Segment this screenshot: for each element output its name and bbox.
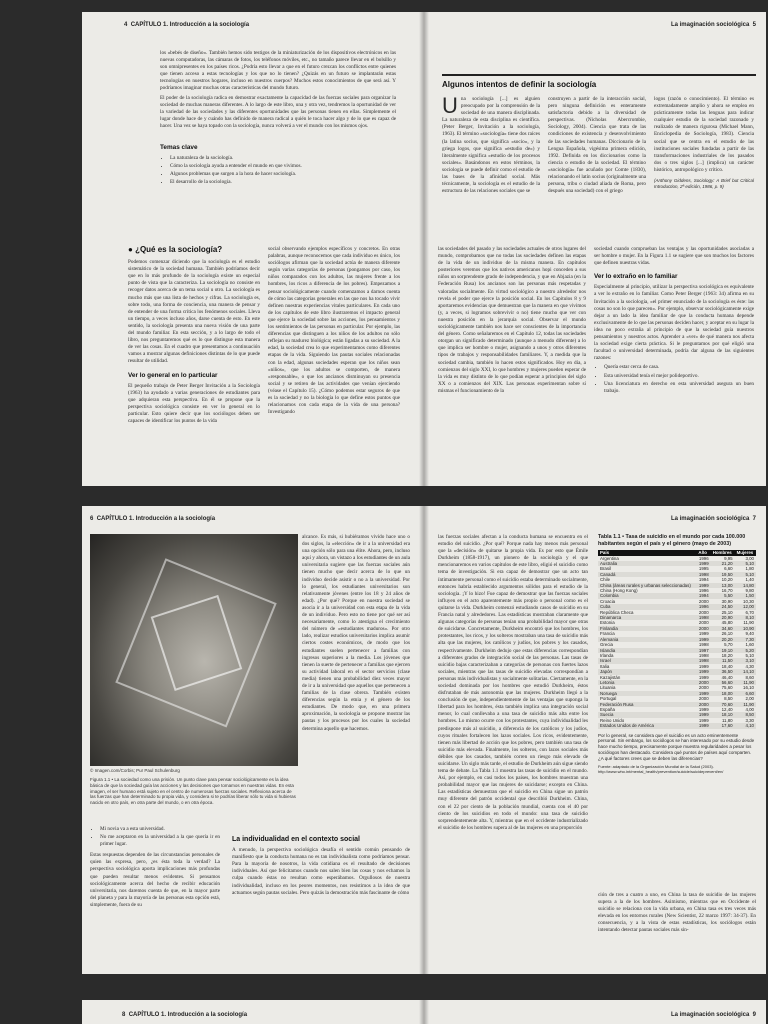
reasons-list [594,364,754,394]
left-page-header [90,516,215,522]
table-cell: 25,10 [721,609,733,615]
paragraph: A menudo, la perspectiva sociológica desafía el sentido común pensando de manifiesto que la conducta humana no es tan individualista como podríamos pensar. Para la mayoría de nosotros, la vida cotidiana es el resultado de decisiones individuales. Así que felicitamos cuando nos salen bien las cosas y nos echamos la culpa cuando éstas no resultan como esperábamos. Orgullosos de nuestra individualidad, incluso en los peores momentos, nos resistimos a la idea de que actuamos según pautas sociales. Pero quizás la demostración más fascinante de cómo [232,847,410,896]
table-cell: Islandia [600,647,616,653]
left-page-header [122,1012,247,1018]
table-cell: 5,50 [724,593,733,599]
list-item: • Una licenciatura en derecho en esta universidad asegura un buen trabajo. [604,381,754,395]
durkheim-column [438,534,588,834]
box-column: logos (razón o conocimiento). El término es extremadamente amplio y ahora se emplea en prácticamente todas las lenguas para indicar cualquier estudio de la sociedad razonado y realizado de manera rigurosa (Michael Mann, Enciclopedia de Sociología, 1983). Ciencia social que se centra en el estudio de las instituciones sociales fundadas a partir de las transformaciones industriales de los pasados dos o tres siglos [...] (implica) un carácter histórico, antropológico y crítico. (Anthony Giddens, Sociology: A Brief but Critical Introduction, 2ª edición, 1986, p. 9) [654,96,754,189]
table-cell: 1999 [698,723,709,729]
list-item: • Mi novia va a esta universidad. [100,826,220,833]
society-prison-photo [90,534,298,766]
table-cell: Estados Unidos de América [600,723,654,729]
table-cell: 1998 [698,658,709,664]
table-cell: Estonia [600,620,615,626]
table-cell: 10,30 [743,598,754,604]
running-head: CAPÍTULO 1. Introducción a la sociología [130,22,250,28]
spread-pages-8-9 [82,1000,766,1024]
table-cell: 1,50 [745,593,754,599]
table-cell: 2000 [698,620,709,626]
subheading: Ver lo general en lo particular [128,371,218,379]
table-cell: 18,40 [721,663,733,669]
suicide-table-box [598,534,756,775]
table-cell: 1999 [698,674,709,680]
table-cell: Letonia [600,679,615,685]
table-cell: Portugal [600,696,617,702]
section-column [594,246,754,399]
table-cell: 1999 [698,706,709,712]
left-page-header [124,22,249,28]
table-cell: 18,20 [721,652,733,658]
table-cell: 1998 [698,642,709,648]
table-cell: 1999 [698,717,709,723]
table-cell: 2000 [698,696,709,702]
table-cell: 20,90 [721,615,733,621]
table-cell: 11,90 [743,620,754,626]
temas-heading: Temas clave [160,144,198,152]
table-cell: 24,50 [721,604,733,610]
subheading: La individualidad en el contexto social [232,836,360,843]
table-cell: Colombia [600,593,619,599]
individuality-section [232,830,410,899]
table-cell: 5,10 [745,561,754,566]
table-cell: 9,80 [745,588,754,594]
table-cell: Federación Rusa [600,701,634,707]
table-note: Por lo general, se considera que el suicidio es un acto eminentemente personal. Sin embargo, los sociólogos se han interesado por su estudio desde hace mucho tiempo, precisamente porque muestra regularidades a pesar los sociólogos han destacado. Considera qué puntos de países aquí comparten. ¿A qué factores crees que se deben las diferencias? [598,732,755,761]
table-cell: 5,10 [745,571,754,577]
table-cell: 1999 [698,561,709,566]
table-cell: 2000 [698,609,709,615]
table-cell: Noruega [600,690,617,696]
section-column [128,246,260,427]
table-cell: 5,10 [745,652,754,658]
table-cell: 1,80 [745,566,754,572]
table-cell: Irlanda [600,652,614,658]
right-page-header [671,516,756,522]
running-head: La imaginación sociológica [670,516,750,522]
page-number: 4 [124,22,128,28]
table-cell: 5,20 [745,647,754,653]
paragraph: los «bebés de diseño». También hemos sido testigos de la miniaturización de los dispositivos electrónicos en las nuevas computadoras, las cámaras de fotos, los teléfonos móviles, etc., no tamaño parece llevar en el bolsillo y son omnipresentes en los países ricos. ¿Podría esto llevar a que en el futuro crezcan los conflictos entre quienes que tienen acceso a estas tecnologías y los que no lo tienen? ¿Quizás en un futuro se implantarán estas tecnologías en nuestros hogares, incluso en nuestros cuerpos? Muchos estos conocimientos de que será así. Y podríamos imaginar muchas otras características del mundo futuro. [160,50,396,92]
spread-pages-6-7 [82,506,766,974]
table-cell: Kazajistán [600,674,621,680]
table-cell: Grecia [600,642,613,648]
column-header: Mujeres [735,550,756,555]
table-cell: 2000 [698,625,709,631]
table-cell: 2000 [698,598,709,604]
table-cell: 26,10 [721,631,733,637]
table-cell: 8,50 [745,712,754,718]
table-cell: 1999 [698,712,709,718]
paragraph: social observando ejemplos específicos y concretos. En otras palabras, aunque reconocemos que cada individuo es único, los sociólogos afirman que la sociedad actúa de manera diferente según varias categorías de personas (pongamos por caso, los niños comparados con los adultos, las mujeres frente a los hombres, los ricos a diferencia de los pobres). Empezamos a pensar sociológicamente cuando comenzamos a darnos cuenta de cómo las categorías generales en las que nos ha tocado vivir definen nuestras experiencias vitales particulares. En cada uno de los capítulos de este libro ilustraremos el impacto general que ejerce la sociedad sobre las acciones, los pensamientos y los sentimientos de las personas en particular. Por ejemplo, las diferencias que distinguen a los niños de los adultos no sólo reflejan su madurez biológica; están ligadas a su sociedad. A la edad, la sociedad crea lo que experimentamos como diferentes etapas de la vida. Siguiendo las pautas sociales relacionadas con la edad, algunas sociedades esperan que los niños sean «niños», que los adultos se comporten, de manera «responsable», o que los ancianos disminuyan su presencia social y se retiren de las actividades que venían ejerciendo (véase el Capítulo 15). ¿Cómo podemos estar seguros de que es la sociedad y no la biología lo que define estos puntos que relacionamos con cada etapa de la vida de una persona? Investigando [268,246,400,416]
list-item: • No me aceptaron en la universidad a la que quería ir en primer lugar. [100,834,220,848]
spread-pages-4-5 [82,12,766,486]
table-cell: República Checa [600,609,634,615]
running-head: CAPÍTULO 1. Introducción a la sociología [96,516,216,522]
list-item: • Quería estar cerca de casa. [604,364,754,371]
table-cell: China (Hong Kong) [600,588,638,594]
table-cell: Japón [600,669,612,675]
table-cell: 16,10 [743,685,754,691]
table-cell: 10,20 [721,577,733,583]
box-column: Una sociología [...] es alguien preocupado por la comprensión de la sociedad de una manera disciplinada. La naturaleza de esta disciplina es científica. (Peter Berger, Invitación a la sociología, 1963). El término «sociología» tiene dos raíces (la latina socius, que significa «socio», y la griega logos, que significa «estudio de») y literalmente significa «estudio de los procesos sociales». Basándonos en estos términos, la sociología se puede definir como el estudio de las bases de la afinidad social. Más técnicamente, la sociología es el estudio de la estructura de las relaciones sociales que se [442,93,540,195]
box-column: construyen a partir de la interacción social, pero ninguna definición es enteramente satisfactoria debido a la diversidad de perspectivas. (Nicholas Abercrombie, Sociology, 2004). Ciencia que trata de las condiciones de existencia y desenvolvimiento de las sociedades humanas. Diccionario de la Lengua Española, vigésima primera edición, 1992. Definida en los diccionarios como la ciencia o estudio de la sociedad. El término «sociología» fue acuñado por Comte (1830), relacionando el latín socius (originalmente una persona, tribu o ciudad aliada de Roma, pero después una sociedad) con el griego [548,96,646,195]
box-source: (Anthony Giddens, Sociology: A Brief but Critical Introduction, 2ª edición, 1986, p. 9) [654,178,754,189]
paragraph: sociedad cuando comprueban las ventajas y las oportunidades asociadas a ser hombre o mujer. En la Figura 1.1 se sugiere que son muchos los factores que definen nuestras vidas. [594,246,754,267]
table-cell: 10,90 [743,625,754,631]
table-cell: 1,60 [745,642,754,648]
table-cell: 1998 [698,571,709,577]
table-cell: 2000 [698,685,709,691]
table-cell: Lituania [600,685,616,691]
paragraph: Estas respuestas dependen de las circunstancias personales de quien las expresa, pero, ¿es ésta toda la verdad? La perspectiva sociológica aporta implicaciones más profundas que pueden resultar menos evidentes. Si pensamos sociológicamente acerca del hecho de recibir educación universitaria, nos daremos cuenta de que, en la mayor parte del planeta y para la mayoría de las personas esta opción está, simplemente, fuera de su [90,852,220,908]
suicide-rate-table [598,550,756,728]
table-cell: 19,50 [721,571,733,577]
table-cell: 11,80 [721,717,733,723]
column-header: Hombres [711,550,735,555]
table-cell: Argentina [600,555,619,561]
table-cell: Croacia [600,598,616,604]
table-cell: 18,00 [721,690,733,696]
table-cell: Italia [600,663,610,669]
figure-caption: Figura 1.1 • La sociedad como una prisión. Un punto clave para pensar sociológicamente es la idea básica de que la sociedad guía las acciones y las decisiones que tomamos en nuestras vidas. En esta imagen, el ser humano está sujeto en el centro de numerosas fuerzas sociales. Reflexiona acerca de las fuerzas que han determinado tu propia vida, y considera si te podrías liberar sólo tu vida si hubieras nacido en otro país, en otra parte del mundo, o en otra época. [90,777,296,806]
table-cell: Alemania [600,636,619,642]
table-cell: 30,90 [721,598,733,604]
paragraph: El pequeño trabajo de Peter Berger Invitación a la Sociología (1963) ha ayudado a varias generaciones de estudiantes para que adquieran esta perspectiva. En él se propone que la perspectiva sociológica consiste en ver lo general en lo particular. Esto quiere decir que los sociólogos deben ser capaces de identificar los puntos de la vida [128,382,260,425]
table-cell: 46,40 [721,674,733,680]
list-item: • La naturaleza de la sociología. [170,155,396,162]
table-cell: 1999 [698,631,709,637]
table-cell: 3,10 [745,658,754,664]
table-cell: 1996 [698,588,709,594]
intro-text [160,50,396,191]
table-cell: 56,60 [721,679,733,685]
subheading: Ver lo extraño en lo familiar [594,273,678,281]
table-cell: 5,70 [724,642,733,648]
table-cell: 2,00 [745,696,754,702]
table-cell: 8,50 [724,696,733,702]
table-cell: 1996 [698,555,709,561]
table-cell: 1999 [698,663,709,669]
table-cell: Chile [600,577,611,583]
table-cell: Canadá [600,571,616,577]
table-cell: España [600,706,615,712]
reasons-list [90,826,220,848]
table-cell: Finlandia [600,625,618,631]
table-cell: 21,20 [721,561,733,566]
table-cell: 9,95 [724,555,733,561]
table-cell: China (áreas rurales y urbanas seleccionadas) [600,582,691,588]
text-column [302,534,410,735]
table-cell: 16,70 [721,588,733,594]
section-heading: ● ¿Qué es la sociología? [128,245,223,254]
table-cell: Cuba [600,604,611,610]
table-cell: 11,90 [743,701,754,707]
paragraph: ción de tres a cuatro a uno, en China la tasa de suicidio de las mujeres supera a la de los hombres. Asimismo, mientras que en Occidente el suicidio se relaciona con la vida urbana, en China tasa es tres veces más elevada en los entornos rurales (New Scientist, 22 marzo 1997: 34-37). En consecuencia, y a la vista de estas estadísticas, los sociólogos están intentando detectar pautas sociales más sin- [598,892,756,934]
table-cell: 1999 [698,669,709,675]
table-cell: 1994 [698,577,709,583]
table-cell: Australia [600,561,618,566]
column-header: País [598,550,696,555]
table-cell: 12,40 [721,706,733,712]
definitions-box [442,74,756,195]
table-cell: 2000 [698,679,709,685]
table-row [598,723,756,728]
page-number: 5 [752,22,756,28]
table-cell: 4,30 [745,663,754,669]
table-cell: 1996 [698,604,709,610]
table-cell: 6,60 [745,690,754,696]
table-cell: 6,60 [724,566,733,572]
running-head: La imaginación sociológica [670,1012,750,1018]
table-cell: Francia [600,631,615,637]
column-header: Año [696,550,710,555]
table-cell: 1998 [698,652,709,658]
table-cell: 1999 [698,582,709,588]
paragraph: las fuerzas sociales afectan a la conducta humana se encuentra en el estudio del suicidio. ¿Por qué? Porque nada hay menos más personal que la «decisión» de quitarse la propia vida. Es por esto que Émile Durkheim (1858-1917), un pionero de la sociología y el que mencionaremos en varios capítulos de este libro, eligió el suicidio como tema de investigación. Si era capaz de demostrar que un acto tan íntimamente personal como el suicidio estaba determinado socialmente, entonces habría establecido argumentos sólidos para el estudio de la sociología. ¡Y lo hizo! Fue capaz de demostrar que las fuerzas sociales influyen en el acto aparentemente más propio o personal como es el quitarse la vida. Durkheim comenzó estudiando casos de suicidio en su Francia natal y alrededores. Las estadísticas mostraban claramente que algunas categorías de personas tenían una probabilidad mayor que otras de suicidarse. Concretamente, Durkheim encontró que los hombres, los protestantes, los ricos, y los solteros mostraban una tasa de suicidio más alta que las mujeres, los católicos y judíos, los pobres y los casados, respectivamente. Durkheim dedujo que estas diferencias correspondían a diferentes grados de integración social de las personas. Las tasas de suicidio bajas caracterizaban a categorías de personas con fuertes lazos sociales, mientras que las tasas de suicidio elevadas correspondían a personas más individualistas y socialmente solitarias. Ciertamente, en la sociedad dominada por los hombres que estudió Durkheim, éstos disfrutaban de más autonomía que las mujeres. Durkheim llegó a la conclusión de que, independientemente de las ventajas que suponga la libertad para los hombres, ésta también implica una integración social menor, lo cual conllevaba a una tasa de suicidio más alta entre los hombres. Lo mismo ocurre con los protestantes, cuya individualidad les predispone más al suicidio, a diferencia de los católicos y los judíos, cuyos rituales fortalecen los lazos sociales. Los ricos, evidentemente, tienen más libertad de acción que los pobres, pero también una tasa de suicidio más elevada. Finalmente, los solteros, con lazos sociales más débiles que los casados, también corren un riesgo más elevado de suicidarse. Un siglo más tarde, el estudio de Durkheim aún sigue siendo tema de debate. La Tabla 1.1 muestra las tasas de suicidio en el mundo. Así, por ejemplo, en casi todos los países, los hombres muestran una probabilidad mayor que las mujeres de suicidarse; excepto en China. Las estadísticas demuestran que el suicidio en China sigue un patrón muy diferente del patrón occidental que describió Durkheim. China, con el 22 por ciento de la población mundial, cuenta con el 40 por ciento de los suicidios en todo el mundo: una tasa de suicidio sorprendentemente alta. Y, mientras que en el occidente industrializado el suicidio de los hombres supera al de las mujeres en una proporción [438,534,588,831]
continuation-column [598,892,756,937]
table-cell: 1999 [698,690,709,696]
table-cell: 6,70 [745,609,754,615]
table-cell: 4,10 [745,723,754,729]
table-cell: 12,00 [743,604,754,610]
table-cell: 1999 [698,636,709,642]
table-cell: 70,60 [721,701,733,707]
table-cell: 11,90 [743,679,754,685]
page-number: 9 [752,1012,756,1018]
table-cell: Suecia [600,712,614,718]
table-cell: 8,60 [745,674,754,680]
table-cell: 19,10 [721,647,733,653]
section-column [438,246,586,397]
table-cell: 4,00 [745,706,754,712]
table-cell: 36,50 [721,669,733,675]
page-number: 6 [90,516,94,522]
list-item: • Algunos problemas que surgen a la hora de hacer sociología. [170,171,396,178]
table-cell: 18,10 [721,712,733,718]
page-number: 8 [122,1012,126,1018]
table-cell: 34,60 [721,625,733,631]
table-body [598,556,756,729]
table-cell: 3,00 [745,555,754,561]
running-head: CAPÍTULO 1. Introducción a la sociología [128,1012,248,1018]
table-cell: Israel [600,658,611,664]
table-cell: Reino Unido [600,717,625,723]
paragraph: las sociedades del pasado y las sociedades actuales de otros lugares del mundo, comprobamos que no todas las sociedades definen las etapas de la vida de un individuo de la misma manera. En capítulos posteriores veremos que los nativos americanos hopi conceden a sus niños un sorprendente grado de independencia, y que en Abjazia (en la Federación Rusa) los ancianos son las personas más respetadas y valoradas socialmente. En virtud sociológico a nuestro alrededor nos revela el poder que ejerce la posición social. En los Capítulos 8 y 9 aportaremos evidencias que demuestran que la manera en que vivimos (y, a veces, si logramos sobrevivir o no) tiene mucho que ver con nuestra posición en la jerarquía social. Observar el mundo sociológicamente también nos hace ser conscientes de la importancia del género. Como señalaremos en el Capítulo 12, todas las sociedades otorgan un significado determinado (aunque a menudo diferente) a lo que implica ser hombre o mujer, asignando a unos y otros diferentes tipos de trabajos y responsabilidades familiares. Y, a medida que la sociedad cambia, también lo hacen estos significados. Hoy en día, a comienzos del siglo XXI, lo que hombres y mujeres pueden esperar de la vida es muy distinto de lo que podían esperar a principios del siglo XX o a comienzos del XIX. Las personas experimentan sobre sí mismas el funcionamiento de la [438,246,586,394]
temas-list [160,155,396,186]
left-column [90,824,220,911]
paragraph: El poder de la sociología radica en demostrar exactamente la capacidad de las fuerzas sociales para organizar la sociedad de muchas maneras diferentes. A lo largo de este libro, una y otra vez, tendremos la oportunidad de ver la variedad de las sociedades y las diferentes oportunidades que las personas tienen en ellas. Simplemente el lugar donde hace de y cuándo has definido de manera radical a quién le toca hacer algo y de lo que es capaz de hacer. Una vez se haya topado con la sociología, nunca volverá a ver el mundo con los mismos ojos. [160,94,396,129]
table-cell: 11,50 [721,658,733,664]
running-head: La imaginación sociológica [670,22,750,28]
table-cell: 20,20 [721,636,733,642]
table-cell: 45,80 [721,620,733,626]
table-cell: 75,60 [721,685,733,691]
table-cell: 14,10 [743,669,754,675]
table-cell: 2000 [698,701,709,707]
table-cell: 17,60 [721,723,733,729]
table-source: Fuente: adaptado de la Organización Mundial de la Salud (2003). http://www.who.int/mental_health/prevention/suicide/suicideprevent/en/ [598,763,724,775]
table-cell: 3,30 [745,717,754,723]
table-cell: Brasil [600,566,611,572]
table-cell: 1997 [698,647,709,653]
table-cell: 7,30 [745,636,754,642]
photo-credit: © Imagen.com/Corbis; Pur Paul Schulenburg [90,768,180,773]
table-cell: 1994 [698,593,709,599]
list-item: • El desarrollo de la sociología. [170,179,396,186]
list-item: • Cómo la sociología ayuda a entender el mundo en que vivimos. [170,163,396,170]
table-cell: 8,10 [745,615,754,621]
table-cell: 1,40 [745,577,754,583]
page-number: 7 [752,516,756,522]
table-caption: Tabla 1.1 • Tasa de suicidio en el mundo por cada 100.000 habitantes según el país y el género (mayo de 2003) [598,534,746,547]
table-cell: 1995 [698,566,709,572]
paragraph: Podemos comenzar diciendo que la sociología es el estudio sistemático de la sociedad humana. También podríamos decir que en lo más profundo de la sociología existe un especial punto de vista que la caracteriza. La sociología no consiste en recoger datos acerca de un tema social u otro. La sociología es mucho más que una lista de hechos y cifras. La sociología es, sobre todo, una forma de conciencia, una manera de pensar y de entender de una forma crítica los fenómenos sociales. Lleva un tiempo, a veces incluso años, darse cuenta de esto. En este sentido, la sociología presenta una nueva visión de una parte del mundo familiar. En esta sección, y a lo largo de todo el libro, nos preguntaremos qué es lo que distingue esta manera de ver las cosas. En el cuadro que presentamos a continuación vamos a mostrar algunas definiciones distintas de lo que puede resultar de utilidad. [128,259,260,365]
list-item: • Esta universidad tenía el mejor polideportivo. [604,373,754,380]
paragraph: alcance. Es más, si hubiéramos vivido hace uno o dos siglos, la «elección» de ir a la universidad era una opción sólo para una élite. Ahora, pero, incluso aquí y ahora, un vistazo a los estudiantes de un aula universitaria sugiere que las fuerzas sociales aún tienen mucho que decir acerca de lo que un individuo decide asistir o no a la universidad. Por lo general, los estudiantes universitarios son relativamente jóvenes (entre los 18 y 24 años de edad). ¿Por qué? Porque en nuestra sociedad se asocia ir a la universidad con esta etapa de la vida de un individuo. Pero esto no tiene por qué ser así necesariamente, como lo atestigua el crecimiento del número de «estudiantes maduros». Por otro lado, realizar estudios universitarios implica asumir ciertos costes económicos, de modo que los estudiantes suelen pertenecer a familias con ingresos superiores a la media. Los jóvenes que tienen la suerte de pertenecer a familias que ejercen su actividad laboral en el sector servicios (clase media) tienen una probabilidad diez veces mayor de ir a la universidad que aquellos que pertenecen a familias de la clase obrera. También existen diferencias según la etnia y el género de los estudiantes. De modo que, en una primera aproximación, la sociología se propone mostrar las pautas y los procesos por los cuales la sociedad determina aquello que hacemos. [302,534,410,732]
right-page-header [671,1012,756,1018]
box-title: Algunos intentos de definir la sociología [442,80,597,89]
drop-cap: U [442,93,458,118]
table-cell: Dinamarca [600,615,622,621]
paragraph: Especialmente al principio, utilizar la perspectiva sociológica es equivalente a ver lo extraño en lo familiar. Como Peter Berger (1963: 34) afirma en su Invitación a la sociología, «el primer enunciado de la sociología es éste: las cosas no son lo que parecen». Por ejemplo, observar sociológicamente exige dejar a un lado la idea familiar de que la conducta humana depende exclusivamente de lo que las personas deciden hacer, y aceptar en su lugar la idea no poco extraña al principio de que la sociedad guía nuestros pensamientos y nuestros actos. Aprender a «ver» de qué manera nos afecta la sociedad exige cierta práctica. Si le preguntamos por qué eligió una facultad o universidad determinada, podría dar alguna de las siguientes razones: [594,284,754,362]
table-cell: 13,00 [721,582,733,588]
table-cell: 9,40 [745,631,754,637]
right-page-header [671,22,756,28]
table-cell: 1998 [698,615,709,621]
table-cell: 14,80 [743,582,754,588]
section-column [268,246,400,418]
